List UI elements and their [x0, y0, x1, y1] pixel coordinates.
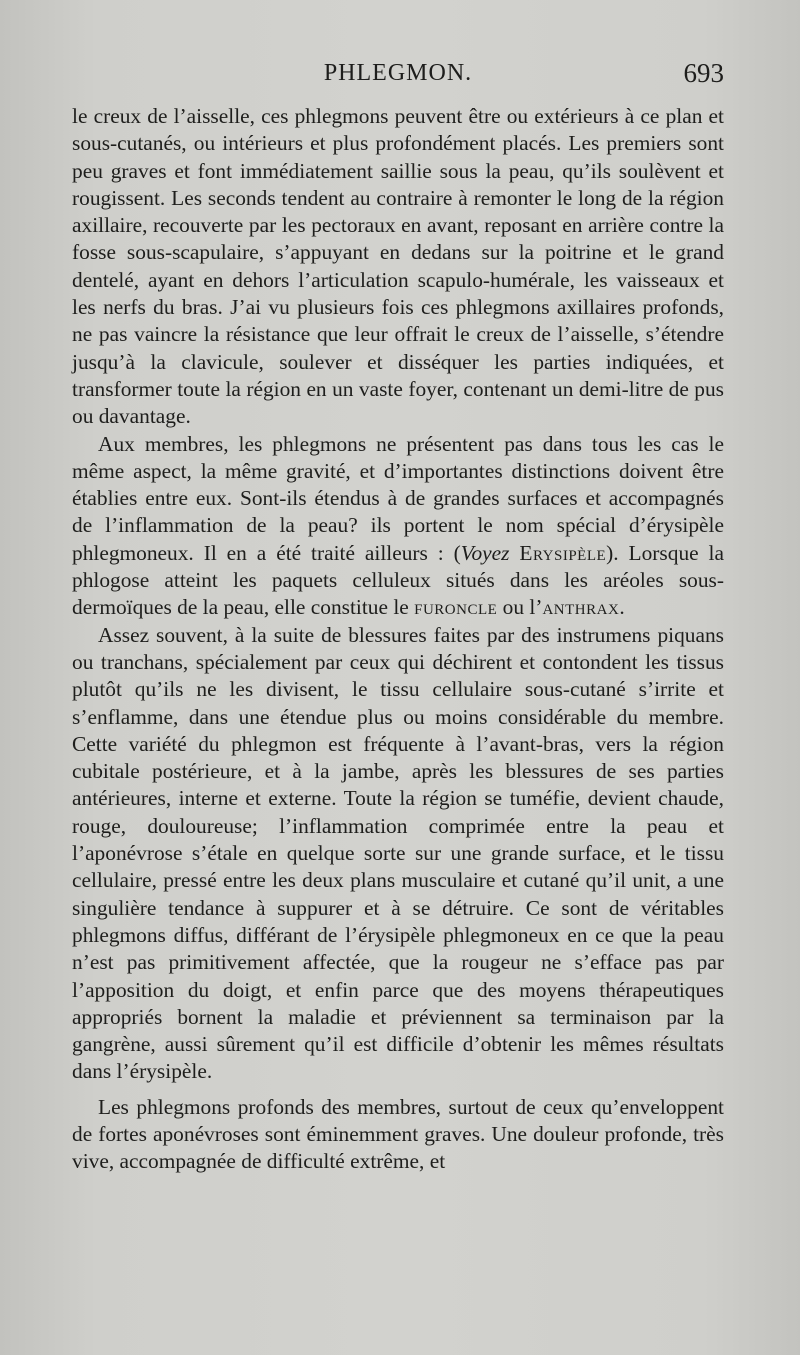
paragraph-blessures: Assez souvent, à la suite de blessures faites par des instrumens piquans ou tranchans, spécialement par ceux qui déchirent et contondent les tissus plutôt qu’ils ne les divisent, le tissu cellulaire sous-cutané s’irrite et s’enflamme, dans une étendue plus ou moins considérable du membre. Cette variété du phlegmon est fréquente à l’avant-bras, vers la région cubitale postérieure, et à la jambe, après les blessures de ses parties antérieures, interne et externe. Toute la région se tuméfie, devient chaude, rouge, douloureuse; l’inflammation comprimée entre la peau et l’aponévrose s’étale en quelque sorte sur une grande surface, et le tissu cellulaire, pressé entre les deux plans musculaire et cutané qu’il unit, a une singulière tendance à suppurer et à se détruire. Ce sont de véritables phlegmons diffus, différant de l’érysipèle phlegmoneux en ce que la peau n’est pas primitivement affectée, que la rougeur ne s’efface pas par l’apposition du doigt, et enfin parce que des moyens thérapeutiques appropriés bornent la maladie et préviennent sa terminaison par la gangrène, aussi sûrement qu’il est difficile d’obtenir les mêmes résultats dans l’érysipèle. [72, 622, 724, 1084]
furoncle-term: furoncle [414, 595, 498, 620]
paragraph-membres-middle: ). Lorsque la phlogose atteint les paquets celluleux situés dans les aréoles sous-dermoïques de la peau, elle constitue le [72, 540, 724, 620]
page-header [72, 58, 724, 98]
anthrax-term: anthrax [542, 595, 620, 620]
running-title: PHLEGMON. [323, 60, 473, 86]
body-text [72, 103, 724, 1176]
paragraph-membres-end: . [619, 595, 625, 620]
voyez-reference: Voyez [460, 540, 510, 565]
erysipele-reference: Erysipèle [519, 540, 607, 565]
paragraph-profonds: Les phlegmons profonds des membres, surtout de ceux qu’enveloppent de fortes aponévroses sont éminemment graves. Une douleur profonde, très vive, accompagnée de difficulté extrême, et [72, 1094, 724, 1174]
paragraph-membres [72, 431, 724, 622]
paragraph-continuation: le creux de l’aisselle, ces phlegmons peuvent être ou extérieurs à ce plan et sous-cutanés, ou intérieurs et plus profondément placés. Les premiers sont peu graves et font immédiatement saillie sous la peau, qu’ils soulèvent et rougissent. Les seconds tendent au contraire à remonter le long de la région axillaire, recouverte par les pectoraux en avant, reposant en arrière contre la fosse sous-scapulaire, s’appuyant en dedans sur la poitrine et le grand dentelé, ayant en dehors l’articulation scapulo-humérale, les vaisseaux et les nerfs du bras. J’ai vu plusieurs fois ces phlegmons axillaires profonds, ne pas vaincre la résistance que leur offrait le creux de l’aisselle, s’étendre jusqu’à la clavicule, soulever et disséquer les parties indiquées, et transformer toute la région en un vaste foyer, contenant un demi-litre de pus ou davantage. [72, 104, 724, 429]
ou-connector: ou l’ [497, 595, 543, 620]
page-number: 693 [683, 58, 724, 88]
paragraph-membres-text: Aux membres, les phlegmons ne présentent pas dans tous les cas le même aspect, la même gravité, et d’importantes distinctions doivent être établies entre eux. Sont-ils étendus à de grandes surfaces et accompagnés de l’inflammation de la peau? ils portent le nom spécial d’érysipèle phlegmoneux. Il en a été traité ailleurs : ( [72, 431, 724, 565]
